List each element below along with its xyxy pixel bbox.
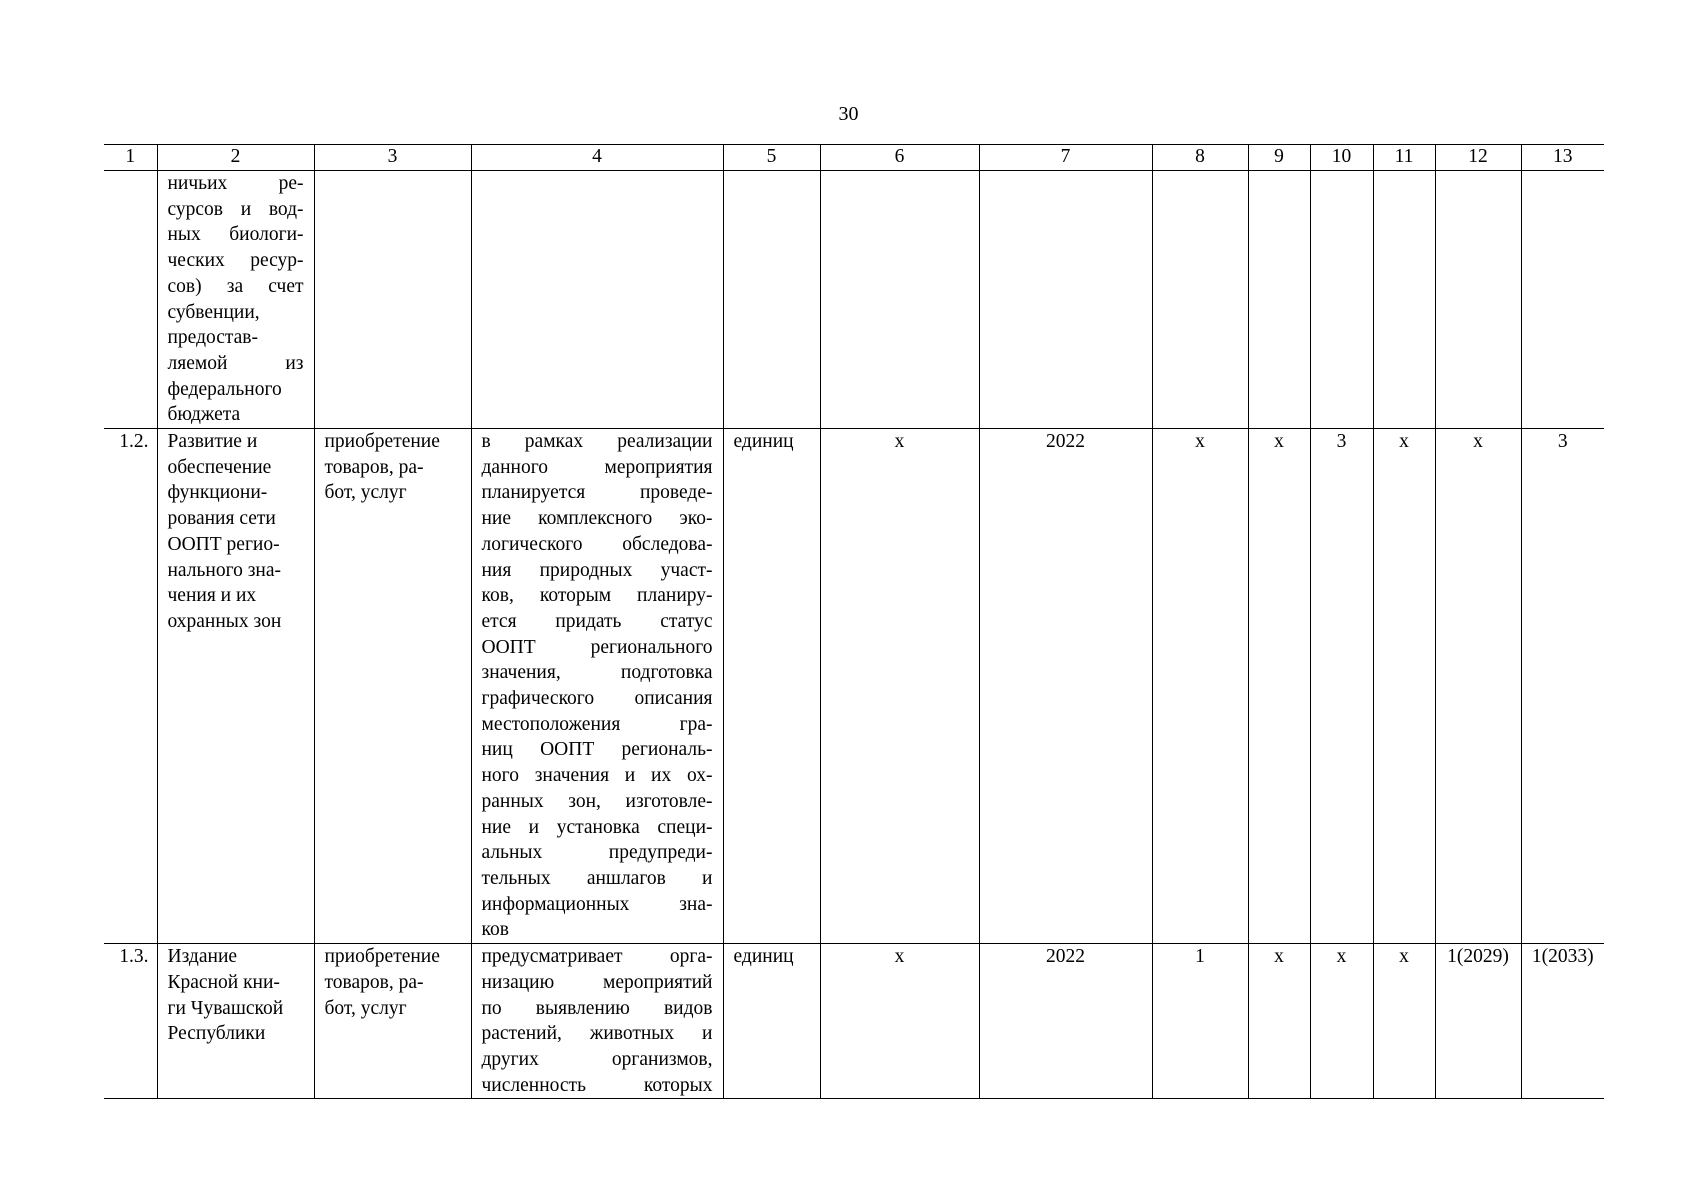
value-cell: 3 — [1521, 429, 1604, 944]
text-line: ние комплексного эко- — [481, 508, 713, 530]
text-line: ных биологи- — [167, 224, 304, 246]
text-line: товаров, ра- — [324, 971, 424, 993]
value-cell: х — [820, 944, 979, 1099]
text-line: бюджета — [167, 404, 241, 426]
column-number: 11 — [1373, 145, 1435, 171]
column-number: 2 — [157, 145, 314, 171]
value-cell — [820, 171, 979, 429]
text-line: растений, животных и — [481, 1023, 713, 1045]
column-number: 1 — [104, 145, 157, 171]
text-line: приобретение — [324, 431, 440, 453]
text-line: бот, услуг — [324, 482, 407, 504]
value-cell: х — [1373, 944, 1435, 1099]
text-line: чения и их — [167, 585, 257, 607]
measure-name — [157, 171, 314, 429]
value-cell: х — [1373, 429, 1435, 944]
measure-name — [157, 429, 314, 944]
column-number: 9 — [1248, 145, 1310, 171]
text-line: ги Чувашской — [167, 997, 284, 1019]
text-line: ков — [481, 919, 509, 941]
column-number: 5 — [723, 145, 820, 171]
table-body — [104, 171, 1604, 1099]
text-line: обеспечение — [167, 456, 272, 478]
value-cell: х — [1435, 429, 1521, 944]
text-line: ния природных участ- — [481, 559, 713, 581]
measure-description — [471, 171, 723, 429]
value-cell: 1(2029) — [1435, 944, 1521, 1099]
column-number: 10 — [1310, 145, 1373, 171]
text-line: ООПТ регио- — [167, 533, 280, 555]
text-line: в рамках реализации — [481, 431, 713, 453]
text-line: товаров, ра- — [324, 456, 424, 478]
text-line: ков, которым планиру- — [481, 585, 713, 607]
text-line: других организмов, — [481, 1048, 713, 1070]
column-number: 8 — [1152, 145, 1248, 171]
text-line: тельных аншлагов и — [481, 867, 713, 889]
column-number: 3 — [314, 145, 471, 171]
row-number: 1.2. — [104, 429, 157, 944]
year-cell: 2022 — [979, 429, 1152, 944]
year-cell — [979, 171, 1152, 429]
table-row — [104, 944, 1604, 1099]
unit-cell — [723, 171, 820, 429]
row-number: 1.3. — [104, 944, 157, 1099]
measure-type — [314, 944, 471, 1099]
measure-type — [314, 171, 471, 429]
measure-name — [157, 944, 314, 1099]
text-line: сурсов и вод- — [167, 198, 304, 220]
text-line: нального зна- — [167, 559, 281, 581]
value-cell: 3 — [1310, 429, 1373, 944]
value-cell — [1521, 171, 1604, 429]
column-number: 13 — [1521, 145, 1604, 171]
text-line: рования сети — [167, 508, 276, 530]
text-line: значения, подготовка — [481, 662, 713, 684]
text-line: местоположения гра- — [481, 713, 713, 735]
text-line: ранных зон, изготовле- — [481, 790, 713, 812]
value-cell — [1152, 171, 1248, 429]
row-number — [104, 171, 157, 429]
measure-description — [471, 944, 723, 1099]
column-number: 6 — [820, 145, 979, 171]
text-line: приобретение — [324, 946, 440, 968]
value-cell — [1435, 171, 1521, 429]
value-cell: 1 — [1152, 944, 1248, 1099]
text-line: логического обследова- — [481, 533, 713, 555]
text-line: ляемой из — [167, 352, 304, 374]
measure-type — [314, 429, 471, 944]
text-line: ние и установка специ- — [481, 816, 713, 838]
value-cell: х — [1248, 429, 1310, 944]
text-line: альных предупреди- — [481, 842, 713, 864]
column-number: 12 — [1435, 145, 1521, 171]
text-line: федерального — [167, 378, 282, 400]
value-cell: х — [1248, 944, 1310, 1099]
text-line: ничьих ре- — [167, 173, 304, 194]
year-cell: 2022 — [979, 944, 1152, 1099]
text-line: численность которых — [481, 1074, 713, 1096]
text-line: графического описания — [481, 688, 713, 710]
text-line: Развитие и — [167, 431, 258, 453]
text-line: бот, услуг — [324, 997, 407, 1019]
text-line: сов) за счет — [167, 275, 304, 297]
value-cell: х — [820, 429, 979, 944]
measure-description — [471, 429, 723, 944]
text-line: ного значения и их ох- — [481, 765, 713, 787]
value-cell — [1248, 171, 1310, 429]
value-cell — [1373, 171, 1435, 429]
text-line: функциони- — [167, 482, 268, 504]
text-line: планируется проведе- — [481, 482, 713, 504]
text-line: Красной кни- — [167, 971, 280, 993]
text-line: ООПТ регионального — [481, 636, 713, 658]
text-line: ется придать статус — [481, 610, 713, 632]
text-line: ниц ООПТ региональ- — [481, 739, 713, 761]
value-cell — [1310, 171, 1373, 429]
text-line: Республики — [167, 1023, 266, 1045]
text-line: низацию мероприятий — [481, 971, 713, 993]
value-cell: х — [1152, 429, 1248, 944]
value-cell: 1(2033) — [1521, 944, 1604, 1099]
column-number: 4 — [471, 145, 723, 171]
text-line: информационных зна- — [481, 893, 713, 915]
text-line: по выявлению видов — [481, 997, 713, 1019]
measures-table — [104, 144, 1604, 1099]
table-row — [104, 429, 1604, 944]
column-number-row — [104, 145, 1604, 171]
table-row — [104, 171, 1604, 429]
column-number: 7 — [979, 145, 1152, 171]
page-number: 30 — [838, 103, 859, 125]
text-line: предусматривает орга- — [481, 946, 713, 968]
text-line: предостав- — [167, 327, 259, 349]
text-line: Издание — [167, 946, 238, 968]
text-line: охранных зон — [167, 610, 282, 632]
unit-cell: единиц — [723, 944, 820, 1099]
value-cell: х — [1310, 944, 1373, 1099]
unit-cell: единиц — [723, 429, 820, 944]
text-line: субвенции, — [167, 301, 260, 323]
text-line: данного мероприятия — [481, 456, 713, 478]
text-line: ческих ресур- — [167, 250, 304, 272]
